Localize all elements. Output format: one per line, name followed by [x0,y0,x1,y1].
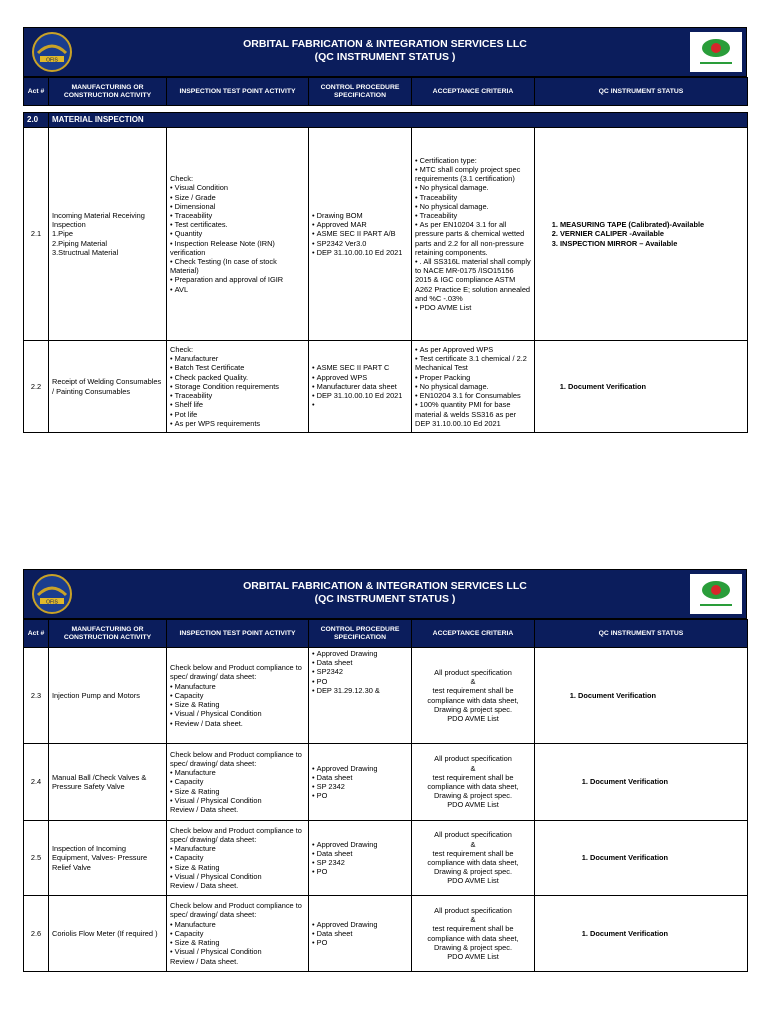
list-item: • DEP 31.10.00.10 Ed 2021 [312,391,408,400]
acceptance-cell [412,341,535,433]
control-cell [309,896,412,972]
acceptance-text: test requirement shall be compliance with data sheet, Drawing & project spec. [427,848,519,877]
activity-cell: Manual Ball /Check Valves & Pressure Safety Valve [49,744,167,821]
client-logo-icon [690,574,742,614]
acceptance-text: & [470,677,476,687]
list-item: • Visual / Physical Condition [170,872,305,881]
acceptance-text: PDO AVME List [447,876,499,886]
list-item: • Test certificates. [170,220,305,229]
acceptance-text: PDO AVME List [447,713,499,723]
sheet-header [23,27,747,77]
list-item: 3. INSPECTION MIRROR – Available [560,239,744,248]
itp-heading: Check: [170,345,194,355]
itp-heading: Check below and Product compliance to spec/ drawing/ data sheet: [170,663,302,682]
activity-text: 2.Piping Material [52,238,108,248]
svg-text:OFIS: OFIS [46,57,58,64]
control-cell [309,341,412,433]
list-item: • Traceability [170,391,305,400]
column-header-row [24,78,748,106]
list-item: • Preparation and approval of IGIR [170,275,305,284]
doc-subtitle: (QC INSTRUMENT STATUS ) [314,593,456,605]
section-title: MATERIAL INSPECTION [49,113,748,128]
col-itp-activity: INSPECTION TEST POINT ACTIVITY [167,620,309,648]
doc-subtitle: (QC INSTRUMENT STATUS ) [314,51,456,63]
col-acceptance: ACCEPTANCE CRITERIA [412,620,535,648]
company-logo-icon [28,31,76,73]
col-qc-status: QC INSTRUMENT STATUS [535,620,748,648]
activity-cell: Coriolis Flow Meter (If required ) [49,896,167,972]
row-number: 2.4 [24,744,49,821]
list-item: • Shelf life [170,400,305,409]
acceptance-text: All product specification [434,667,512,677]
acceptance-text: test requirement shall be compliance with data sheet, Drawing & project spec. [427,772,519,801]
acceptance-text: test requirement shall be compliance with data sheet, Drawing & project spec. [427,686,519,714]
list-item: • As per Approved WPS [415,345,531,354]
list-item: • Approved Drawing [312,649,408,658]
sheet-2 [23,569,747,972]
list-item: • Visual / Physical Condition [170,796,305,805]
itp-tail: Review / Data sheet. [170,881,239,890]
list-item: • Batch Test Certificate [170,363,305,372]
company-title: ORBITAL FABRICATION & INTEGRATION SERVICES LLC [243,580,527,592]
list-item: • Size & Rating [170,863,305,872]
control-cell [309,744,412,821]
spacer [24,106,748,113]
itp-heading: Check below and Product compliance to spec/ drawing/ data sheet: [170,825,302,844]
list-item: • ASME SEC II PART A/B [312,229,408,238]
list-item: • Traceability [170,211,305,220]
itp-cell [167,896,309,972]
acceptance-text: test requirement shall be compliance with data sheet, Drawing & project spec. [427,924,519,952]
table-row [24,128,748,341]
row-number: 2.2 [24,341,49,433]
activity-text: 1.Pipe [52,229,73,239]
list-item: • Review / Data sheet. [170,719,305,728]
inspection-table-2 [23,619,748,972]
list-item: • SP 2342 [312,782,408,791]
list-item: • Dimensional [170,202,305,211]
activity-cell: Inspection of Incoming Equipment, Valves- Pressure Relief Valve [49,821,167,896]
list-item: • Traceability [415,211,531,220]
section-number: 2.0 [24,113,49,128]
status-cell [535,821,748,896]
col-activity: MANUFACTURING OR CONSTRUCTION ACTIVITY [49,620,167,648]
client-logo-icon [690,32,742,72]
list-item: • Data sheet [312,849,408,858]
list-item: • Capacity [170,777,305,786]
list-item: • PDO AVME List [415,303,531,312]
col-activity: MANUFACTURING OR CONSTRUCTION ACTIVITY [49,78,167,106]
list-item: • No physical damage. [415,202,531,211]
activity-cell: Injection Pump and Motors [49,648,167,744]
itp-heading: Check below and Product compliance to spec/ drawing/ data sheet: [170,749,302,768]
table-row [24,341,748,433]
list-item: • SP2342 Ver3.0 [312,239,408,248]
company-logo-icon [28,573,76,615]
list-item: • PO [312,677,408,686]
itp-heading: Check: [170,174,194,184]
status-cell [535,744,748,821]
list-item: • Approved Drawing [312,840,408,849]
list-item: • Check packed Quality. [170,373,305,382]
table-row [24,744,748,821]
list-item: • Capacity [170,929,305,938]
list-item: • Manufacture [170,768,305,777]
list-item: • Manufacture [170,682,305,691]
list-item: • ASME SEC II PART C [312,363,408,372]
list-item: • As per EN10204 3.1 for all pressure parts & chemical wetted parts and 2.2 for all non-pressure retaining components. [415,220,531,257]
itp-cell [167,648,309,744]
list-item: • DEP 31.10.00.10 Ed 2021 [312,248,408,257]
acceptance-cell [412,744,535,821]
acceptance-text: All product specification [434,905,512,915]
list-item: • Approved MAR [312,220,408,229]
list-item: • EN10204 3.1 for Consumables [415,391,531,400]
list-item: • Approved Drawing [312,920,408,929]
col-act-no: Act # [24,620,49,648]
list-item: 1. MEASURING TAPE (Calibrated)-Available [560,220,744,229]
acceptance-text: & [470,915,476,925]
acceptance-text: PDO AVME List [447,951,499,961]
acceptance-cell [412,648,535,744]
list-item: 1. Document Verification [590,929,744,938]
row-number: 2.5 [24,821,49,896]
list-item: 1. Document Verification [568,382,744,391]
column-header-row [24,620,748,648]
inspection-table-1 [23,77,748,433]
list-item: • AVL [170,285,305,294]
list-item: • Visual Condition [170,183,305,192]
list-item: • Traceability [415,193,531,202]
activity-text: 3.Structrual Material [52,247,119,257]
list-item: • Inspection Release Note (IRN) verification [170,239,305,257]
list-item: • Approved Drawing [312,764,408,773]
table-row [24,896,748,972]
row-number: 2.1 [24,128,49,341]
list-item: • Manufacture [170,844,305,853]
list-item: 1. Document Verification [590,853,744,862]
list-item: • As per WPS requirements [170,419,305,428]
list-item: 1. Document Verification [590,777,744,786]
control-cell [309,648,412,744]
acceptance-text: & [470,839,476,849]
itp-cell [167,744,309,821]
list-item: • Manufacture [170,920,305,929]
col-qc-status: QC INSTRUMENT STATUS [535,78,748,106]
table-row [24,821,748,896]
list-item: • PO [312,938,408,947]
row-number: 2.6 [24,896,49,972]
activity-cell: Receipt of Welding Consumables / Painting Consumables [49,341,167,433]
section-row [24,113,748,128]
activity-text: Incoming Material Receiving Inspection [52,210,145,230]
list-item: • Size & Rating [170,700,305,709]
list-item: • DEP 31.29.12.30 & [312,686,408,695]
list-item: • Size & Rating [170,787,305,796]
col-acceptance: ACCEPTANCE CRITERIA [412,78,535,106]
itp-heading: Check below and Product compliance to spec/ drawing/ data sheet: [170,901,302,920]
list-item: • Data sheet [312,658,408,667]
list-item: • Visual / Physical Condition [170,709,305,718]
status-cell [535,896,748,972]
sheet-header [23,569,747,619]
list-item: • Approved WPS [312,373,408,382]
list-item: • No physical damage. [415,382,531,391]
document-title [84,38,686,64]
list-item: • PO [312,867,408,876]
list-item: • 100% quantity PMI for base material & welds SS316 as per DEP 31.10.00.10 Ed 2021 [415,400,531,428]
itp-tail: Review / Data sheet. [170,805,239,814]
list-item: • Storage Condition requirements [170,382,305,391]
list-item: • Manufacturer [170,354,305,363]
list-item: • Proper Packing [415,373,531,382]
acceptance-text: All product specification [434,754,512,764]
list-item: • . All SS316L material shall comply to NACE MR-0175 /ISO15156 2015 & IGC compliance ASTM A262 Practice E; solution annealed and %C -.03% [415,257,531,303]
list-item: • SP2342 [312,667,408,676]
col-act-no: Act # [24,78,49,106]
itp-cell [167,128,309,341]
acceptance-text: All product specification [434,830,512,840]
acceptance-cell [412,128,535,341]
list-item: • Manufacturer data sheet [312,382,408,391]
row-number: 2.3 [24,648,49,744]
acceptance-text: PDO AVME List [447,800,499,810]
list-item: • Data sheet [312,929,408,938]
status-cell [535,341,748,433]
acceptance-cell [412,821,535,896]
list-item: • SP 2342 [312,858,408,867]
activity-cell [49,128,167,341]
document-title [84,580,686,606]
list-item: • Check Testing (In case of stock Material) [170,257,305,275]
sheet-1 [23,27,747,433]
list-item: • Size / Grade [170,193,305,202]
list-item: 2. VERNIER CALIPER -Available [560,229,744,238]
list-item: • Data sheet [312,773,408,782]
control-cell [309,128,412,341]
list-item: • Certification type: [415,156,531,165]
list-item: • MTC shall comply project spec requirements (3.1 certification) [415,165,531,183]
list-item: • No physical damage. [415,183,531,192]
svg-text:OFIS: OFIS [46,599,58,606]
list-item: • Size & Rating [170,938,305,947]
list-item: 1. Document Verification [578,691,744,700]
company-title: ORBITAL FABRICATION & INTEGRATION SERVICES LLC [243,38,527,50]
table-row [24,648,748,744]
list-item [312,400,408,409]
acceptance-cell [412,896,535,972]
list-item: • Capacity [170,853,305,862]
list-item: • Drawing BOM [312,211,408,220]
col-control-procedure: CONTROL PROCEDURE SPECIFICATION [309,620,412,648]
itp-cell [167,821,309,896]
list-item: • PO [312,791,408,800]
list-item: • Test certificate 3.1 chemical / 2.2 Mechanical Test [415,354,531,372]
acceptance-text: & [470,763,476,773]
col-control-procedure: CONTROL PROCEDURE SPECIFICATION [309,78,412,106]
list-item: • Visual / Physical Condition [170,947,305,956]
itp-cell [167,341,309,433]
col-itp-activity: INSPECTION TEST POINT ACTIVITY [167,78,309,106]
list-item: • Pot life [170,410,305,419]
control-cell [309,821,412,896]
list-item: • Quantity [170,229,305,238]
list-item: • Capacity [170,691,305,700]
status-cell [535,128,748,341]
status-cell [535,648,748,744]
itp-tail: Review / Data sheet. [170,956,239,966]
